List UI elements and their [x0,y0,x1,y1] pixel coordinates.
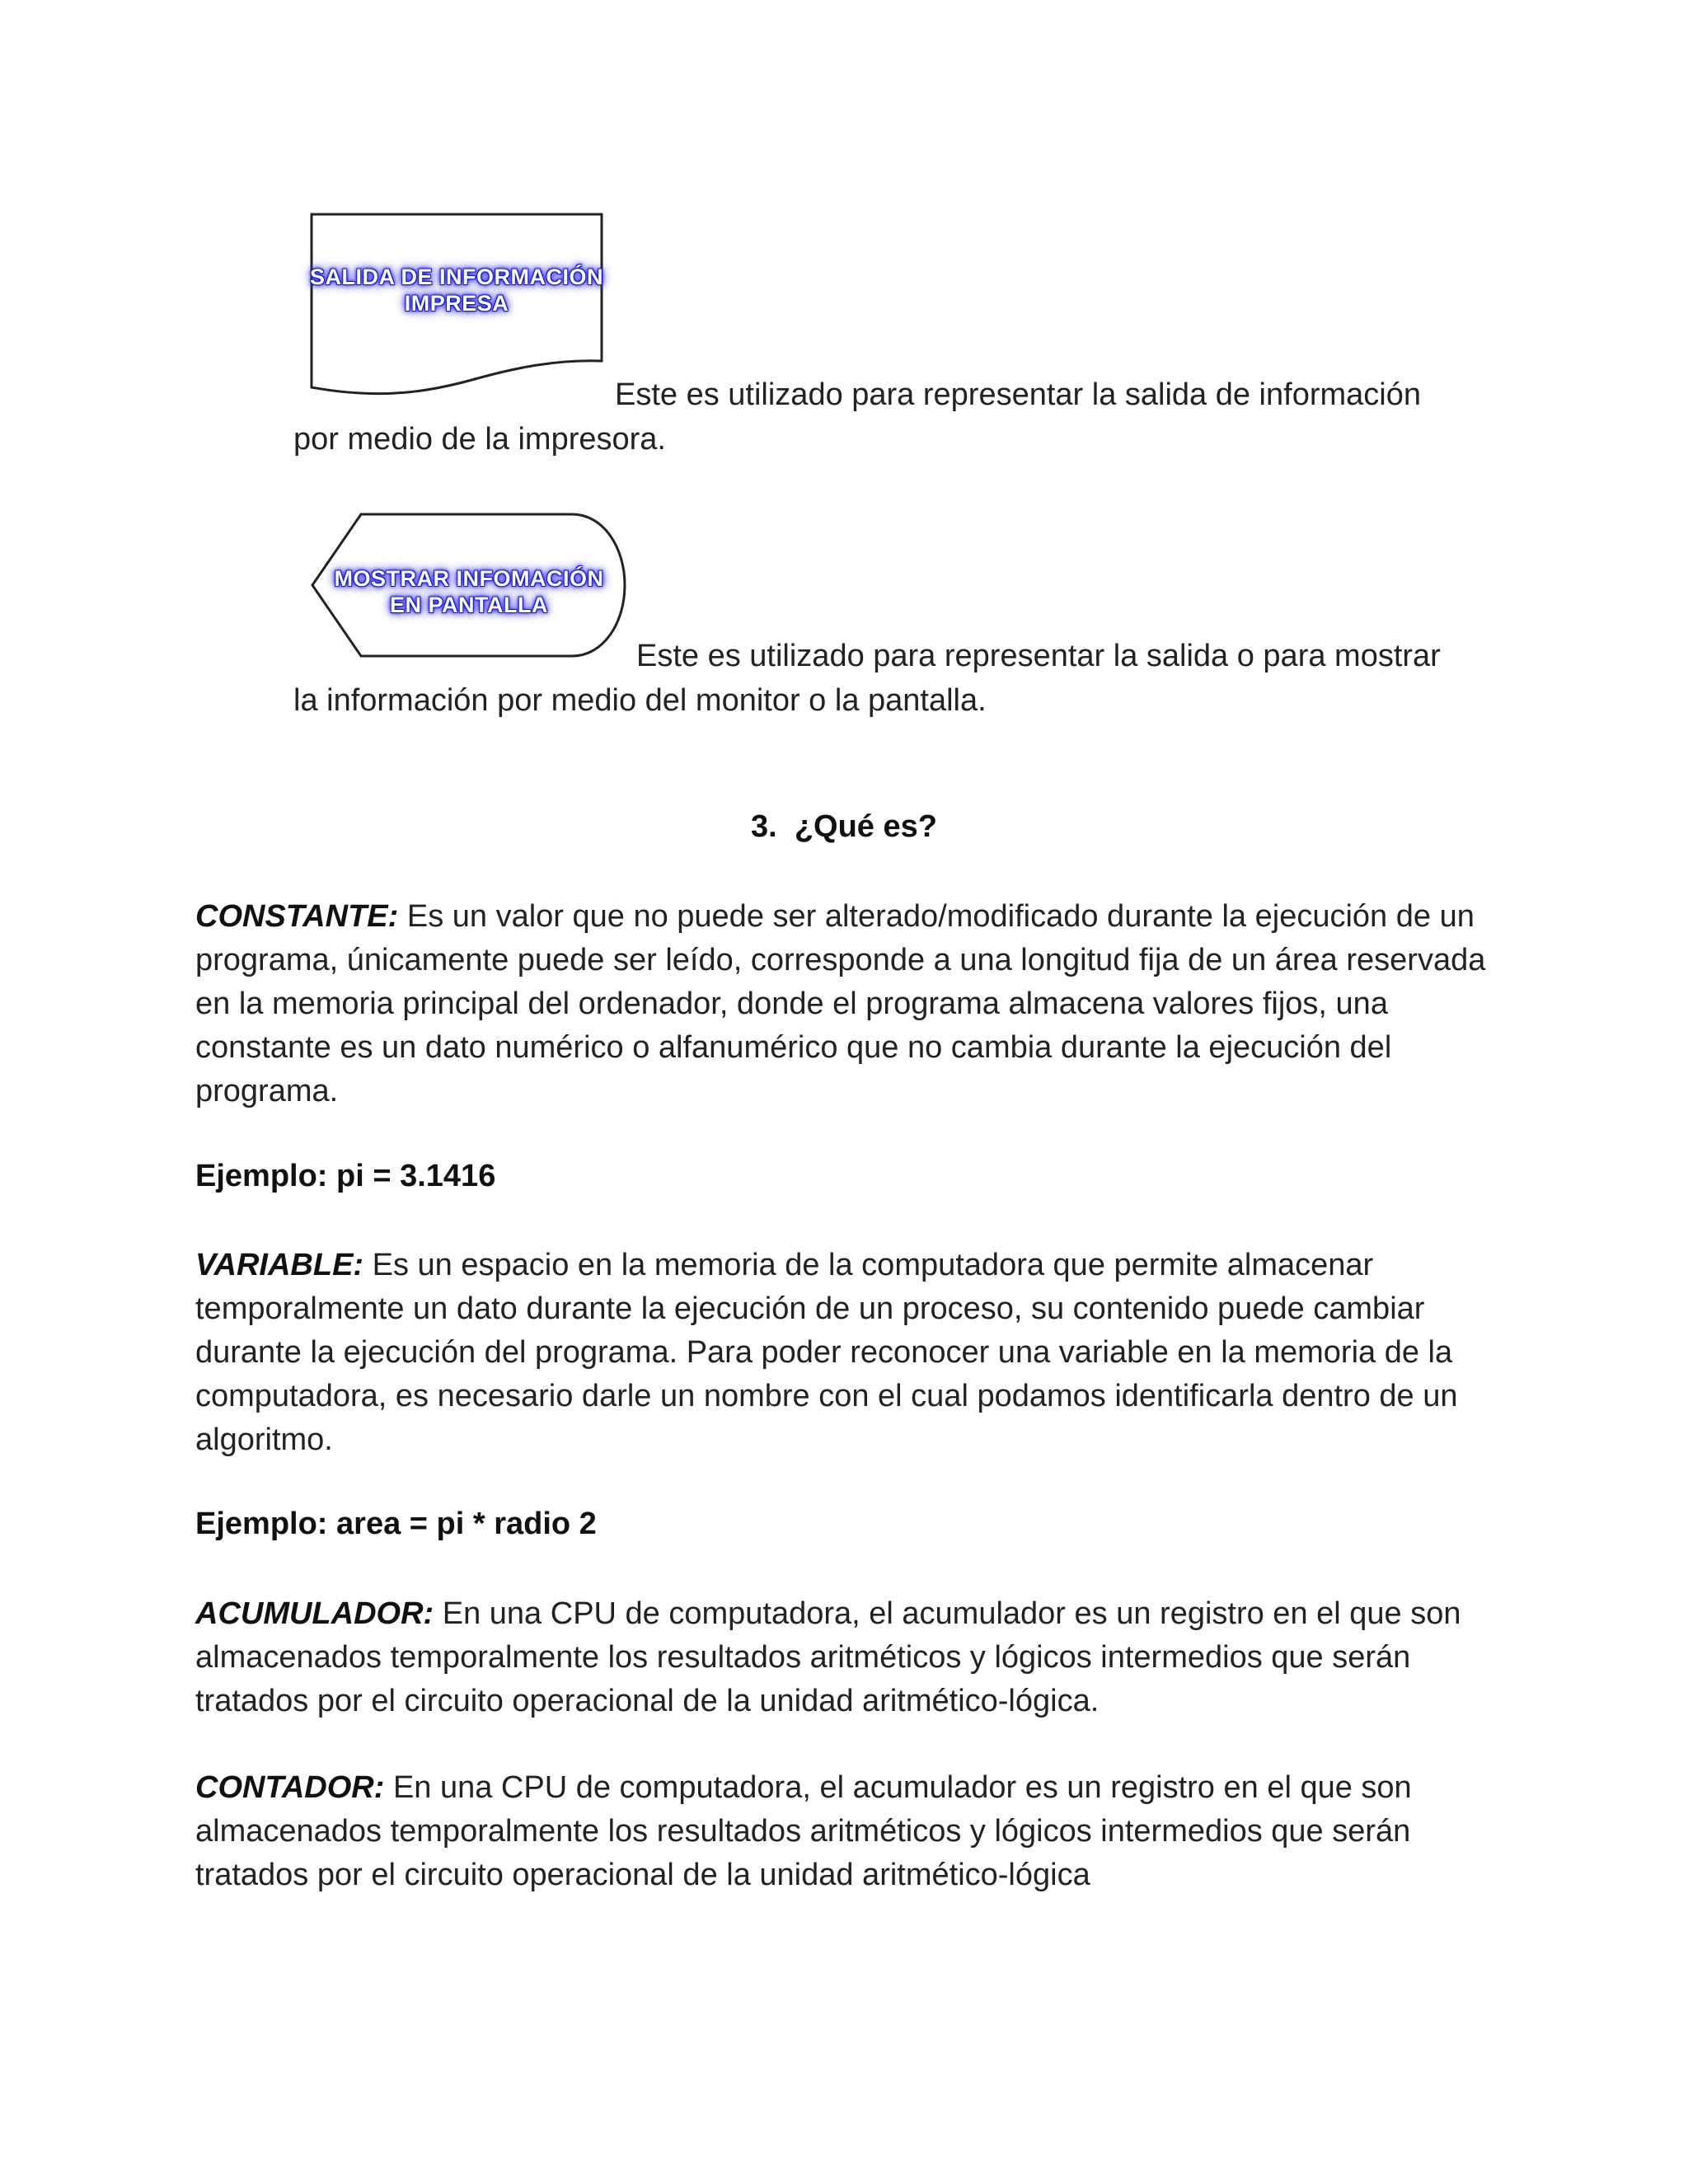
example-constante: Ejemplo: pi = 3.1416 [195,1159,496,1193]
section-title: ¿Qué es? [794,809,937,844]
definition-text: En una CPU de computadora, el acumulador es un registro en el que son almacenados temporalmente los resultados aritméticos y lógicos intermedios que serán tratados por el circuito operacional de la unidad aritmético-lógica [195,1770,1412,1892]
definition-variable [195,1244,1498,1462]
definition-contador [195,1766,1498,1897]
definition-term: VARIABLE: [195,1248,364,1282]
definition-term: ACUMULADOR: [195,1596,434,1631]
definition-term: CONSTANTE: [195,899,399,934]
screen-output-label-line1: MOSTRAR INFOMACIÓN [334,566,604,591]
definition-constante [195,895,1498,1113]
section-heading [0,809,1688,845]
definition-text: Es un valor que no puede ser alterado/modificado durante la ejecución de un programa, únicamente puede ser leído, corresponde a una longitud fija de un área reservada en la memoria principal del ordenador, donde el programa almacena valores fijos, una constante es un dato numérico o alfanumérico que no cambia durante la ejecución del programa. [195,899,1486,1108]
printed-output-label-line2: IMPRESA [404,291,509,316]
definition-text: Es un espacio en la memoria de la computadora que permite almacenar temporalmente un dato durante la ejecución de un proceso, su contenido puede cambiar durante la ejecución del programa. Para poder reconocer una variable en la memoria de la computadora, es necesario darle un nombre con el cual podamos identificarla dentro de un algoritmo. [195,1248,1458,1457]
screen-output-label-line2: EN PANTALLA [390,593,548,617]
printed-output-label-line1: SALIDA DE INFORMACIÓN [310,265,603,289]
printed-output-description-line1: Este es utilizado para representar la salida de información [615,377,1421,412]
example-variable: Ejemplo: area = pi * radio 2 [195,1507,597,1541]
printed-output-symbol [310,213,603,401]
definition-term: CONTADOR: [195,1770,385,1805]
section-number: 3. [751,809,777,844]
printed-output-description-line2: por medio de la impresora. [293,422,666,457]
definition-text: En una CPU de computadora, el acumulador es un registro en el que son almacenados temporalmente los resultados aritméticos y lógicos intermedios que serán tratados por el circuito operacional de la unidad aritmético-lógica. [195,1596,1461,1718]
screen-output-description-line1: Este es utilizado para representar la salida o para mostrar [636,639,1441,673]
screen-output-description-line2: la información por medio del monitor o la pantalla. [293,683,987,718]
screen-output-symbol [310,511,628,659]
definition-acumulador [195,1592,1498,1723]
